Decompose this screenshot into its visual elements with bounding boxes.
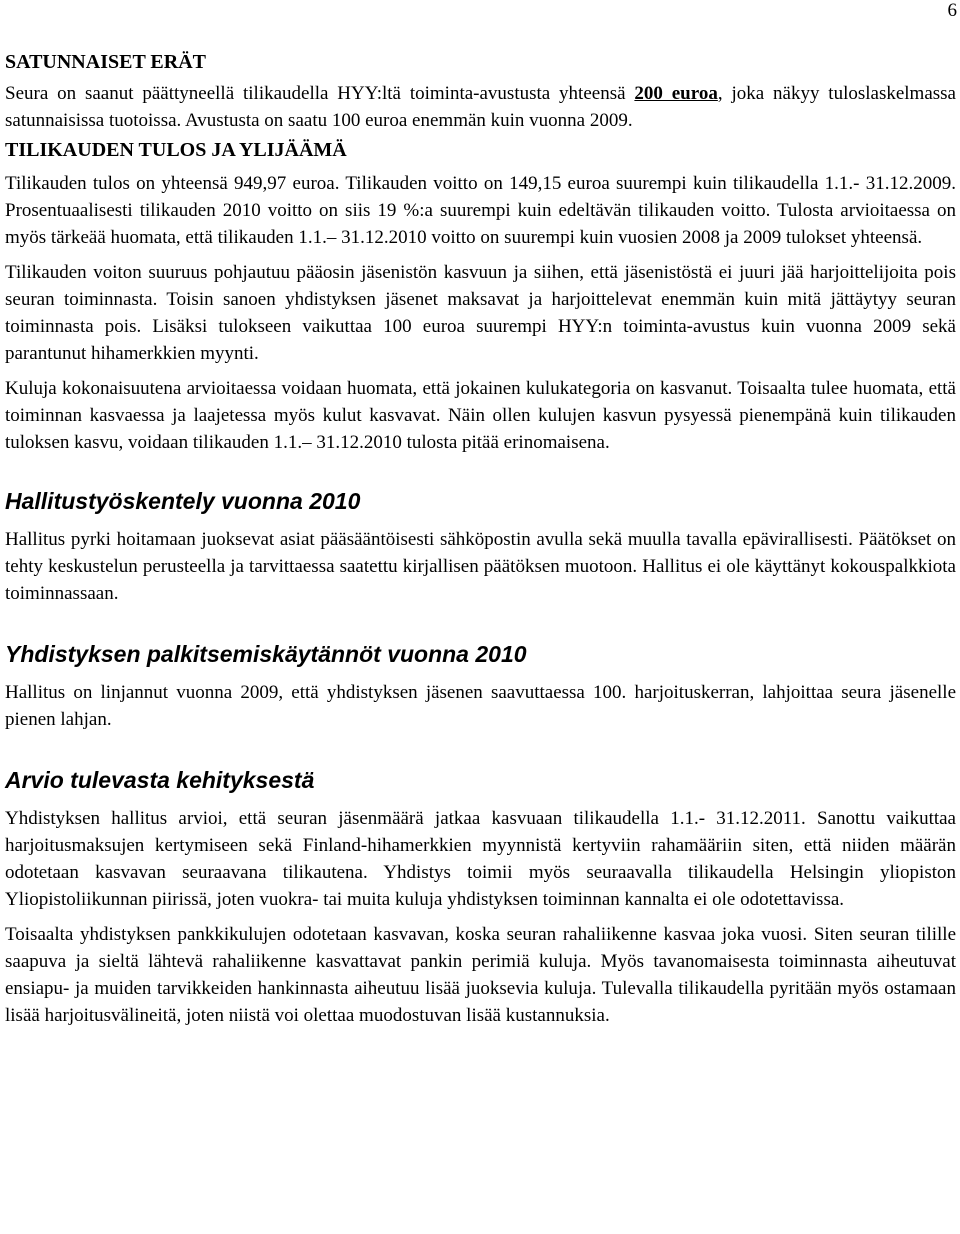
- paragraph-palkitseminen: Hallitus on linjannut vuonna 2009, että yhdistyksen jäsenen saavuttaessa 100. harjoituskerran, lahjoittaa seura jäsenelle pienen lahjan.: [5, 682, 956, 730]
- page-number: 6: [947, 0, 957, 21]
- paragraph-arvio-2: Toisaalta yhdistyksen pankkikulujen odotetaan kasvavan, koska seuran rahaliikenne kasvaa joka vuosi. Siten seuran tilille saapuva ja sieltä lähtevä rahaliikenne kasvattavat pankin perimiä kuluja. Myös tavanomaisesta toiminnasta aiheutuvat ensiapu- ja muiden tarvikkeiden hankinnasta aiheutuu lisää juoksevia kuluja. Tulevalla tilikaudella pyritään myös ostamaan lisää harjoitusvälineitä, joten niistä voi olettaa muodostuvan lisää kustannuksia.: [5, 924, 956, 1026]
- heading-hallitustyoskentely: Hallitustyöskentely vuonna 2010: [5, 488, 361, 514]
- heading-satunnaiset-erat: SATUNNAISET ERÄT: [5, 51, 206, 73]
- paragraph-text: Seura on saanut päättyneellä tilikaudella HYY:ltä toiminta-avustusta yhteensä: [5, 83, 635, 104]
- paragraph-text: , joka näkyy tuloslaskelmassa satunnaisissa tuotoissa. Avustusta on saatu 100 euroa enemmän kuin vuonna 2009.: [5, 83, 956, 131]
- paragraph-tulos-2: Tilikauden voiton suuruus pohjautuu pääosin jäsenistön kasvuun ja siihen, että jäsenistöstä ei juuri jää harjoittelijoita pois seuran toiminnasta. Toisin sanoen yhdistyksen jäsenet maksavat ja harjoittelevat enemmän kuin mitä jättäytyy seuran toiminnasta pois. Lisäksi tulokseen vaikuttaa 100 euroa suurempi HYY:n toiminta-avustus kuin vuonna 2009 sekä parantunut hihamerkkien myynti.: [5, 262, 956, 364]
- grant-amount: 200 euroa: [634, 83, 718, 104]
- heading-tilikauden-tulos: TILIKAUDEN TULOS JA YLIJÄÄMÄ: [5, 139, 347, 161]
- paragraph-tulos-1: Tilikauden tulos on yhteensä 949,97 euroa. Tilikauden voitto on 149,15 euroa suurempi kuin tilikaudella 1.1.- 31.12.2009. Prosentuaalisesti tilikauden 2010 voitto on siis 19 %:a suurempi kuin edeltävän tilikauden voitto. Tulosta arvioitaessa on myös tärkeää huomata, että tilikauden 1.1.– 31.12.2010 voitto on suurempi kuin vuosien 2008 ja 2009 tulokset yhteensä.: [5, 173, 956, 248]
- heading-palkitsemiskaytannot: Yhdistyksen palkitsemiskäytännöt vuonna 2010: [5, 641, 527, 667]
- heading-arvio-kehityksesta: Arvio tulevasta kehityksestä: [5, 767, 315, 793]
- paragraph-hallitus: Hallitus pyrki hoitamaan juoksevat asiat pääsääntöisesti sähköpostin avulla sekä muulla tavalla epävirallisesti. Päätökset on tehty keskustelun perusteella ja tarvittaessa saatettu kirjallisen päätöksen muotoon. Hallitus ei ole käyttänyt kokouspalkkiota toiminnassaan.: [5, 529, 956, 604]
- document-body: [5, 48, 956, 1029]
- paragraph-arvio-1: Yhdistyksen hallitus arvioi, että seuran jäsenmäärä jatkaa kasvuaan tilikaudella 1.1.- 31.12.2011. Sanottu vaikuttaa harjoitusmaksujen kertymiseen sekä Finland-hihamerkkien myynnistä kertyviin rahamääriin siten, että niiden määrän odotetaan kasvavan seuraavana tilikautena. Yhdistys toimii myös seuraavalla tilikaudella Helsingin yliopiston Yliopistoliikunnan piirissä, joten vuokra- tai muita kuluja yhdistyksen toiminnan kannalta ei ole odotettavissa.: [5, 808, 956, 910]
- paragraph-tulos-3: Kuluja kokonaisuutena arvioitaessa voidaan huomata, että jokainen kulukategoria on kasvanut. Toisaalta tulee huomata, että toiminnan kasvaessa ja laajetessa myös kulut kasvavat. Näin ollen kulujen kasvun pysyessä pienempänä kuin tilikauden tuloksen kasvu, voidaan tilikauden 1.1.– 31.12.2010 tulosta pitää erinomaisena.: [5, 378, 956, 453]
- paragraph-satunnaiset: [5, 80, 956, 134]
